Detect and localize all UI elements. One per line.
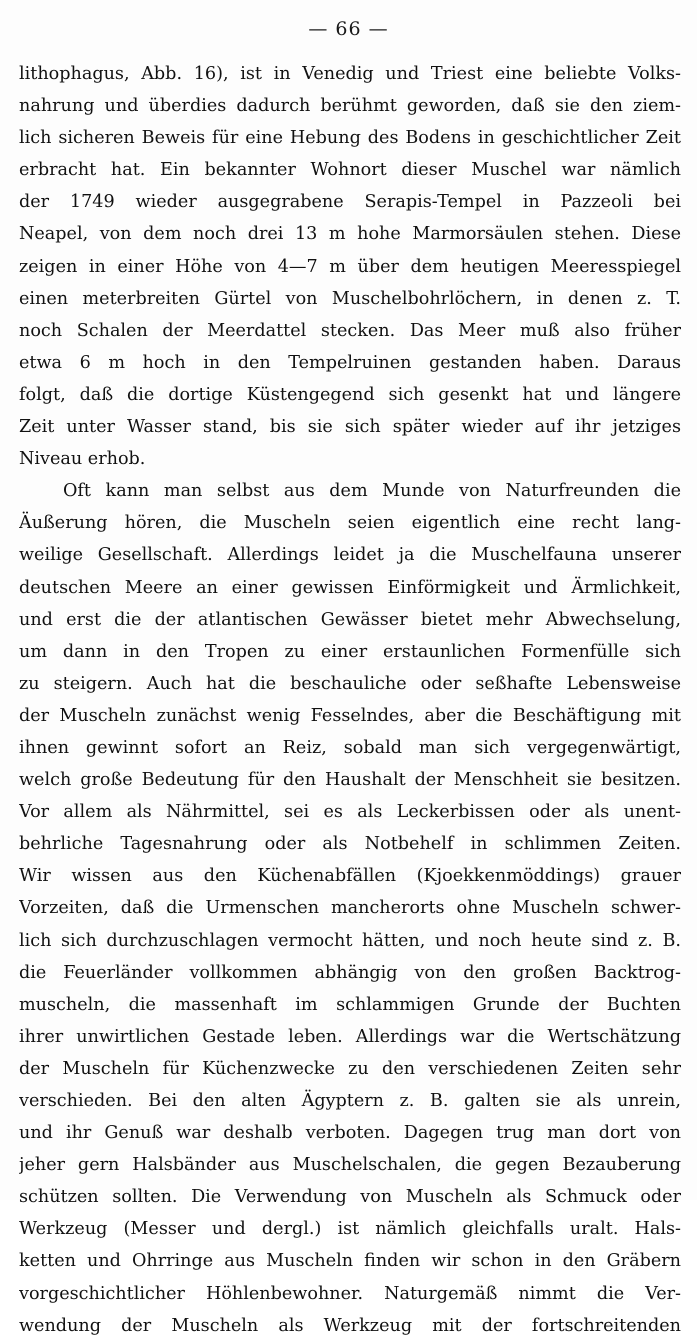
- text-line: noch Schalen der Meerdattel stecken. Das Meer muß also früher: [19, 320, 681, 341]
- text-line: Zeit unter Wasser stand, bis sie sich später wieder auf ihr jetziges: [19, 417, 681, 438]
- text-line: und ihr Genuß war deshalb verboten. Dagegen trug man dort von: [19, 1123, 681, 1144]
- text-line: muscheln, die massenhaft im schlammigen Grunde der Buchten: [19, 994, 681, 1015]
- text-line: Vorzeiten, daß die Urmenschen mancherorts ohne Muscheln schwer-: [19, 898, 681, 919]
- text-line: verschieden. Bei den alten Ägyptern z. B. galten sie als unrein,: [19, 1091, 681, 1111]
- text-line: einen meterbreiten Gürtel von Muschelbohrlöchern, in denen z. T.: [19, 288, 681, 309]
- text-line: Werkzeug (Messer und dergl.) ist nämlich gleichfalls uralt. Hals-: [19, 1219, 681, 1240]
- text-line: weilige Gesellschaft. Allerdings leidet ja die Muschelfauna unserer: [19, 545, 681, 566]
- text-line: zeigen in einer Höhe von 4—7 m über dem heutigen Meeresspiegel: [19, 256, 681, 277]
- paragraph-end-line: Niveau erhob.: [19, 449, 146, 470]
- text-line: der Muscheln zunächst wenig Fesselndes, aber die Beschäftigung mit: [19, 705, 681, 726]
- text-line: der Muscheln für Küchenzwecke zu den verschiedenen Zeiten sehr: [19, 1058, 681, 1079]
- text-line: deutschen Meere an einer gewissen Einförmigkeit und Ärmlichkeit,: [19, 577, 681, 598]
- text-line: vorgeschichtlicher Höhlenbewohner. Naturgemäß nimmt die Ver-: [19, 1283, 681, 1304]
- text-line: welch große Bedeutung für den Haushalt der Menschheit sie besitzen.: [19, 770, 681, 791]
- text-line: um dann in den Tropen zu einer erstaunlichen Formenfülle sich: [19, 641, 681, 662]
- text-line: schützen sollten. Die Verwendung von Muscheln als Schmuck oder: [19, 1187, 681, 1208]
- text-line: jeher gern Halsbänder aus Muschelschalen, die gegen Bezauberung: [19, 1155, 681, 1176]
- text-line: lithophagus, Abb. 16), ist in Venedig und Triest eine beliebte Volks-: [19, 64, 681, 84]
- text-line: nahrung und überdies dadurch berühmt geworden, daß sie den ziem-: [19, 96, 681, 117]
- text-line: und erst die der atlantischen Gewässer bietet mehr Abwechselung,: [19, 609, 681, 630]
- text-line: folgt, daß die dortige Küstengegend sich gesenkt hat und längere: [19, 384, 681, 405]
- text-line: Neapel, von dem noch drei 13 m hohe Marmorsäulen stehen. Diese: [19, 224, 681, 245]
- text-line: Äußerung hören, die Muscheln seien eigentlich eine recht lang-: [19, 513, 681, 534]
- text-line: erbracht hat. Ein bekannter Wohnort dieser Muschel war nämlich: [19, 160, 681, 181]
- text-line: der 1749 wieder ausgegrabene Serapis-Tempel in Pazzeoli bei: [19, 192, 681, 213]
- text-line: zu steigern. Auch hat die beschauliche oder seßhafte Lebensweise: [19, 673, 681, 694]
- text-line: Vor allem als Nährmittel, sei es als Leckerbissen oder als unent-: [19, 802, 681, 823]
- text-line: die Feuerländer vollkommen abhängig von den großen Backtrog-: [19, 962, 681, 983]
- page-number: — 66 —: [308, 18, 389, 40]
- text-line: etwa 6 m hoch in den Tempelruinen gestanden haben. Daraus: [19, 352, 681, 373]
- text-line: Wir wissen aus den Küchenabfällen (Kjoekkenmöddings) grauer: [19, 866, 681, 887]
- text-line: lich sicheren Beweis für eine Hebung des Bodens in geschichtlicher Zeit: [19, 128, 681, 149]
- text-line: lich sich durchzuschlagen vermocht hätten, und noch heute sind z. B.: [19, 930, 681, 951]
- text-line: behrliche Tagesnahrung oder als Notbehelf in schlimmen Zeiten.: [19, 834, 681, 855]
- text-line: ketten und Ohrringe aus Muscheln finden wir schon in den Gräbern: [19, 1251, 681, 1272]
- text-line: ihrer unwirtlichen Gestade leben. Allerdings war die Wertschätzung: [19, 1026, 681, 1047]
- text-line: wendung der Muscheln als Werkzeug mit der fortschreitenden: [19, 1315, 681, 1336]
- paragraph-start-line: Oft kann man selbst aus dem Munde von Naturfreunden die: [63, 481, 681, 502]
- text-body: [19, 58, 681, 1342]
- text-line: ihnen gewinnt sofort an Reiz, sobald man sich vergegenwärtigt,: [19, 737, 681, 758]
